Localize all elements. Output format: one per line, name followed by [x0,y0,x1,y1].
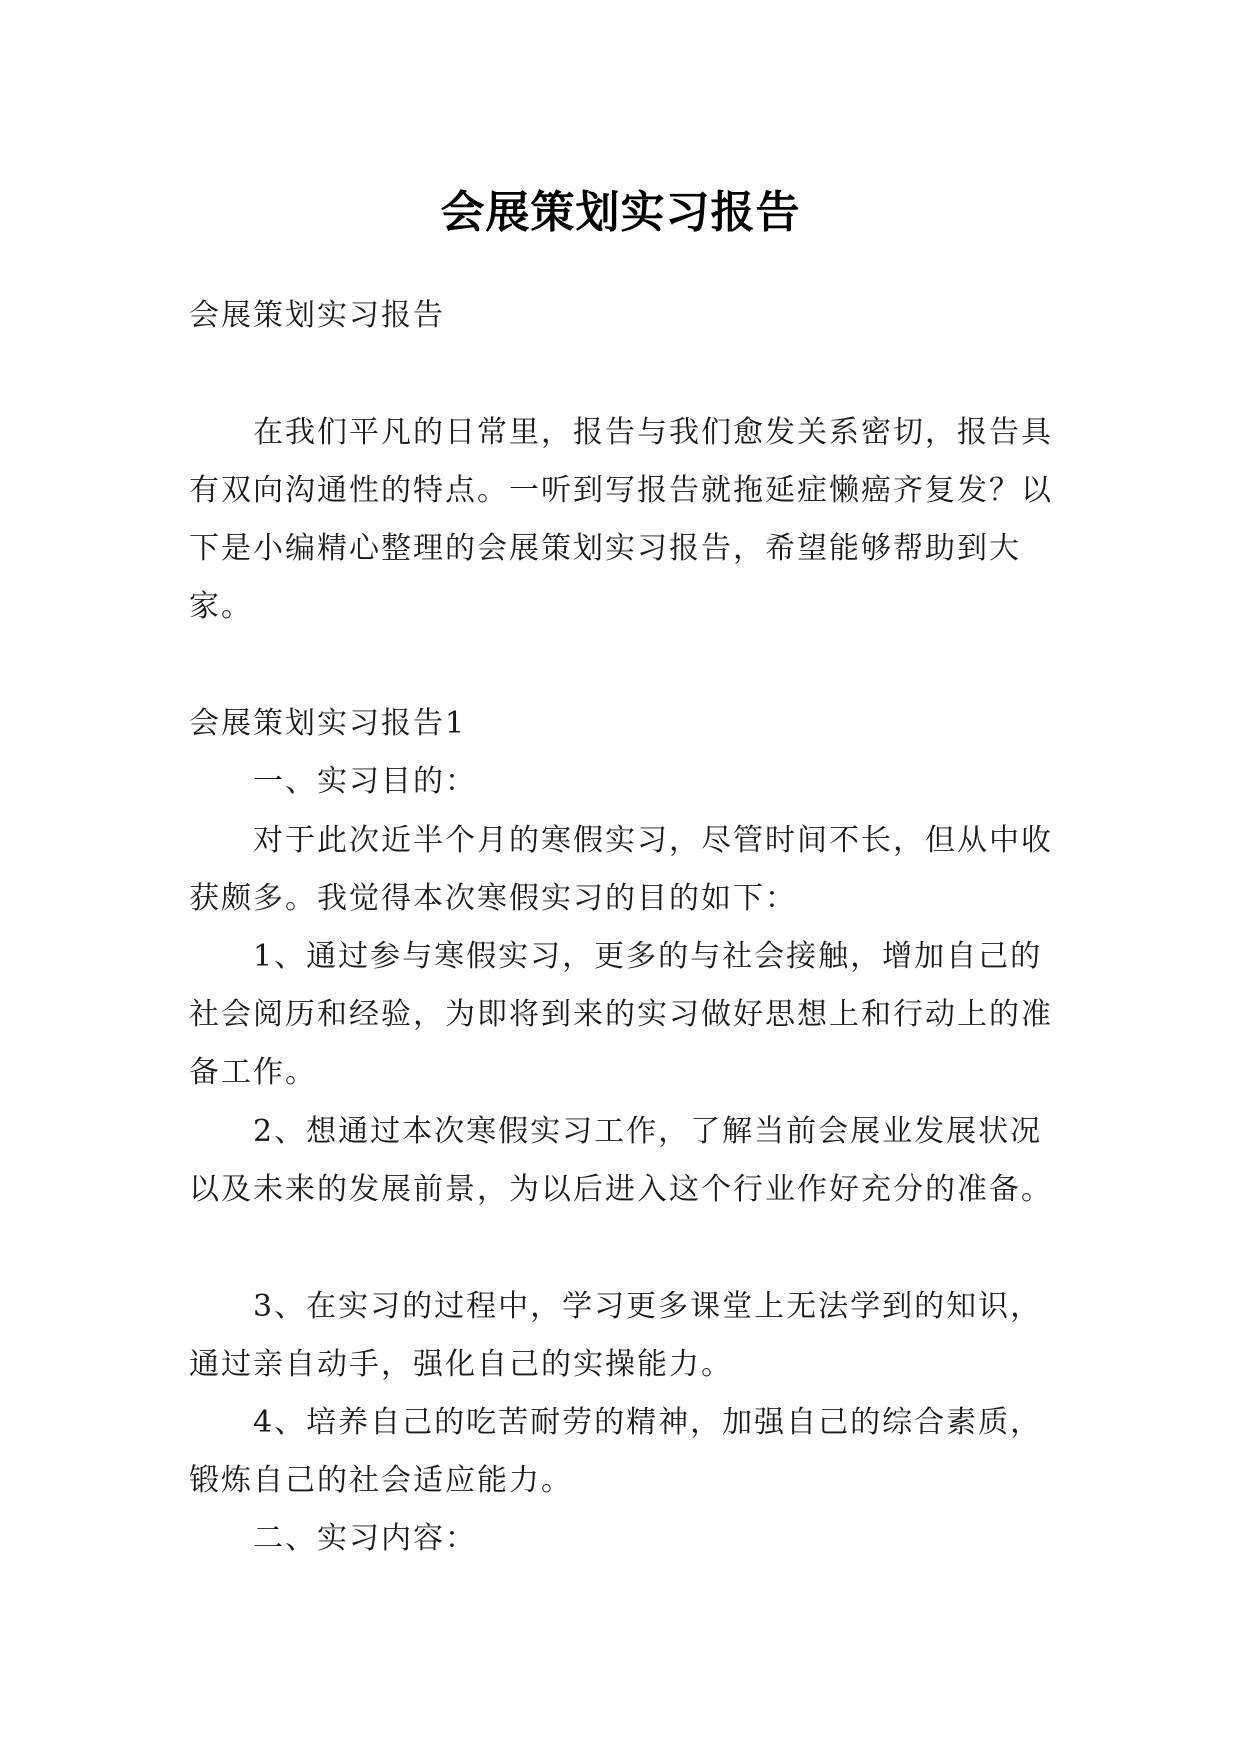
document-title: 会展策划实习报告 [440,187,801,239]
paragraph-purpose-4: 4、培养自己的吃苦耐劳的精神，加强自己的综合素质，锻炼自己的社会适应能力。 [189,1405,1043,1498]
paragraph-purpose-2: 2、想通过本次寒假实习工作，了解当前会展业发展状况以及未来的发展前景，为以后进入这个行业作好充分的准备。 [189,1114,1053,1207]
paragraph-purpose-intro: 对于此次近半个月的寒假实习，尽管时间不长，但从中收获颇多。我觉得本次寒假实习的目的如下： [189,823,1053,916]
section-title: 会展策划实习报告1 [189,706,467,741]
document-subtitle: 会展策划实习报告 [189,298,445,333]
intro-paragraph: 在我们平凡的日常里，报告与我们愈发关系密切，报告具有双向沟通性的特点。一听到写报告就拖延症懒癌齐复发？以下是小编精心整理的会展策划实习报告，希望能够帮助到大家。 [189,415,1053,624]
paragraph-purpose-1: 1、通过参与寒假实习，更多的与社会接触，增加自己的社会阅历和经验，为即将到来的实习做好思想上和行动上的准备工作。 [189,939,1053,1090]
heading-content: 二、实习内容： [253,1521,477,1556]
heading-purpose: 一、实习目的： [253,764,477,799]
paragraph-purpose-3: 3、在实习的过程中，学习更多课堂上无法学到的知识，通过亲自动手，强化自己的实操能力。 [189,1289,1043,1382]
